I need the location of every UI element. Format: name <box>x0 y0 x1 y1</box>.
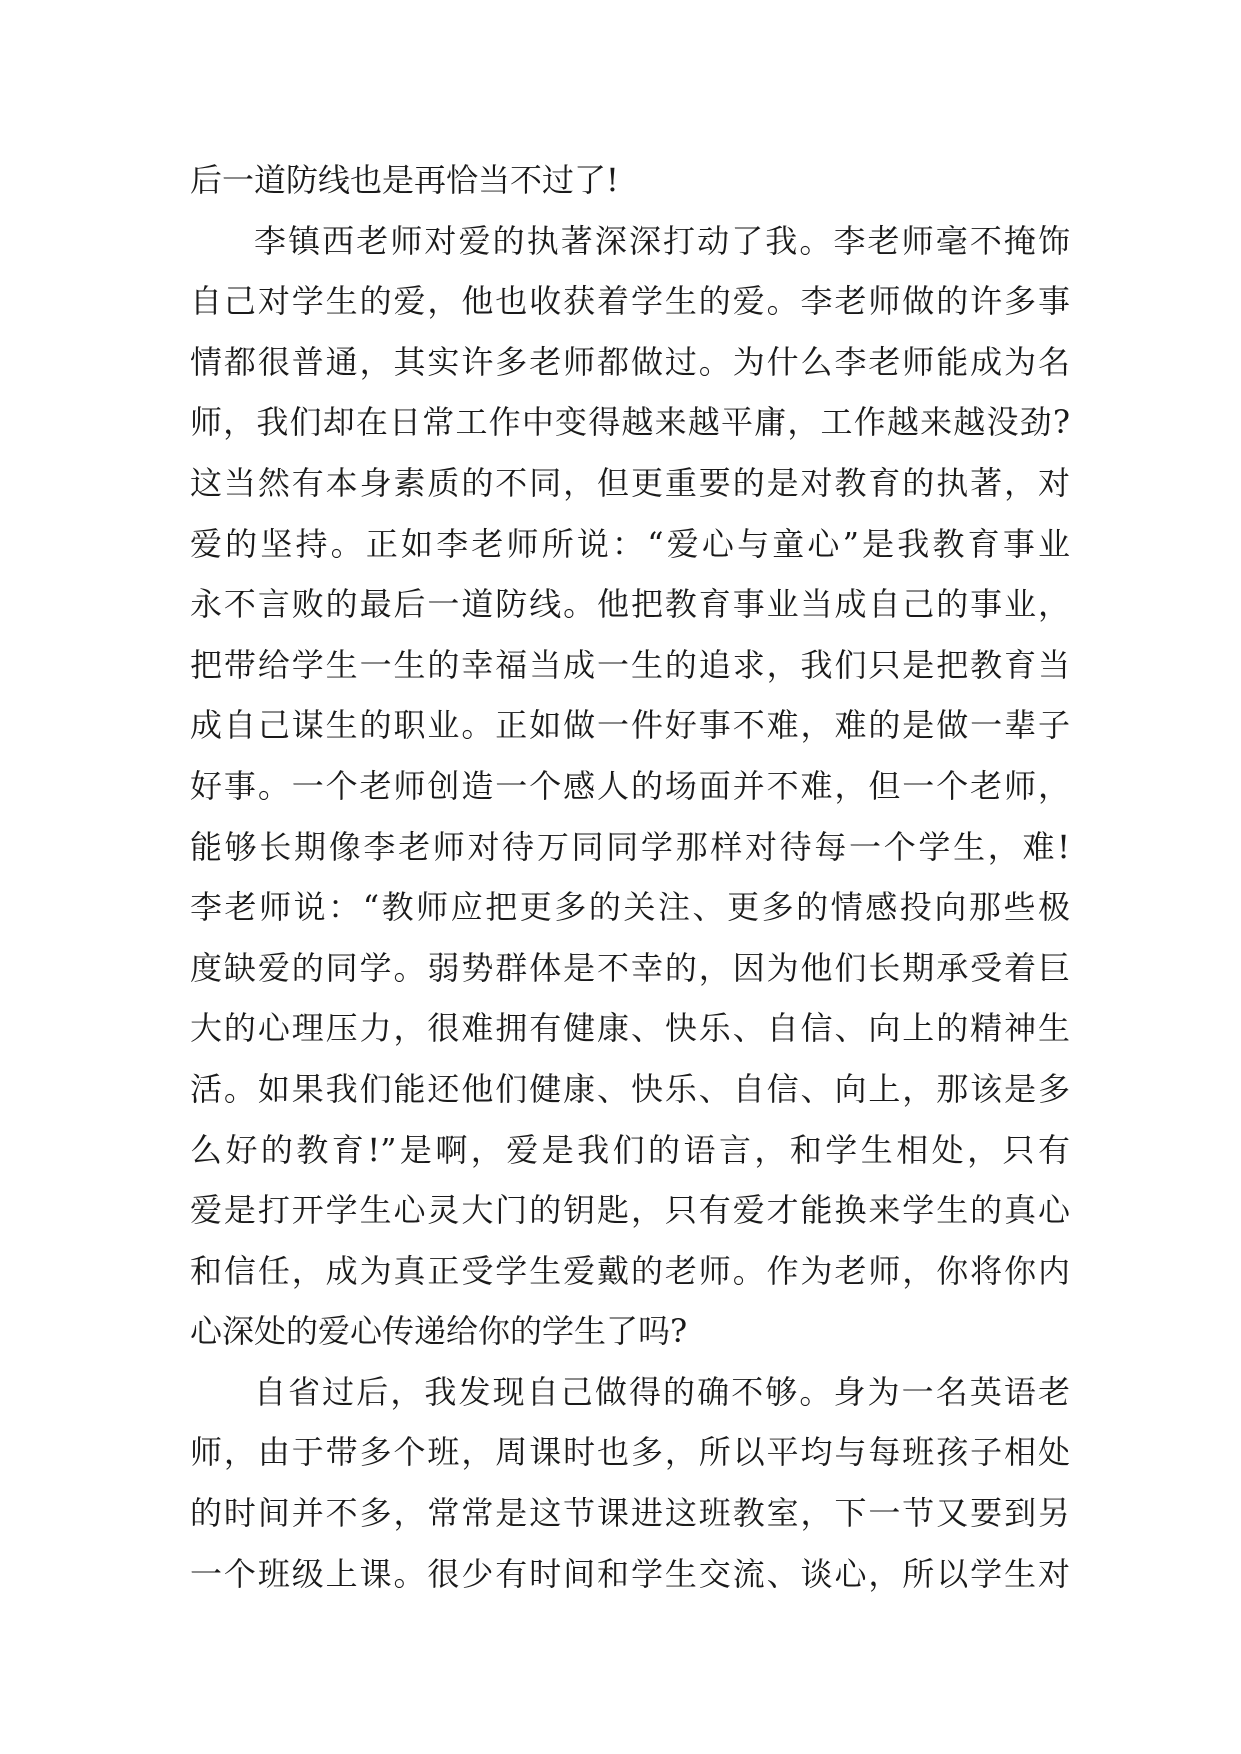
text-line: 自己对学生的爱，他也收获着学生的爱。李老师做的许多事 <box>190 282 1070 321</box>
text-line: 的时间并不多，常常是这节课进这班教室，下一节又要到另 <box>190 1494 1070 1533</box>
text-line: 爱的坚持。正如李老师所说：“爱心与童心”是我教育事业 <box>190 524 1070 563</box>
text-line: 活。如果我们能还他们健康、快乐、自信、向上，那该是多 <box>190 1069 1070 1108</box>
text-line: 自省过后，我发现自己做得的确不够。身为一名英语老 <box>254 1372 1070 1411</box>
text-line: 李老师说：“教师应把更多的关注、更多的情感投向那些极 <box>190 888 1070 927</box>
text-line: 度缺爱的同学。弱势群体是不幸的，因为他们长期承受着巨 <box>190 948 1070 987</box>
text-line: 师，由于带多个班，周课时也多，所以平均与每班孩子相处 <box>190 1433 1070 1472</box>
text-line: 能够长期像李老师对待万同同学那样对待每一个学生，难! <box>190 827 1070 866</box>
text-line: 爱是打开学生心灵大门的钥匙，只有爱才能换来学生的真心 <box>190 1191 1070 1230</box>
text-line: 这当然有本身素质的不同，但更重要的是对教育的执著，对 <box>190 463 1070 502</box>
text-line: 心深处的爱心传递给你的学生了吗? <box>190 1312 688 1351</box>
text-line: 大的心理压力，很难拥有健康、快乐、自信、向上的精神生 <box>190 1009 1070 1048</box>
text-line: 永不言败的最后一道防线。他把教育事业当成自己的事业， <box>190 585 1070 624</box>
text-line: 师，我们却在日常工作中变得越来越平庸，工作越来越没劲? <box>190 403 1070 442</box>
body-text <box>190 150 1070 1604</box>
text-line: 李镇西老师对爱的执著深深打动了我。李老师毫不掩饰 <box>254 221 1070 260</box>
text-line: 和信任，成为真正受学生爱戴的老师。作为老师，你将你内 <box>190 1251 1070 1290</box>
text-line: 成自己谋生的职业。正如做一件好事不难，难的是做一辈子 <box>190 706 1070 745</box>
text-line: 后一道防线也是再恰当不过了! <box>190 161 619 199</box>
text-line: 一个班级上课。很少有时间和学生交流、谈心，所以学生对 <box>190 1554 1070 1593</box>
text-line: 么好的教育!”是啊，爱是我们的语言，和学生相处，只有 <box>190 1130 1070 1169</box>
text-line: 好事。一个老师创造一个感人的场面并不难，但一个老师， <box>190 766 1070 805</box>
text-line: 情都很普通，其实许多老师都做过。为什么李老师能成为名 <box>190 342 1070 381</box>
text-line: 把带给学生一生的幸福当成一生的追求，我们只是把教育当 <box>190 645 1070 684</box>
